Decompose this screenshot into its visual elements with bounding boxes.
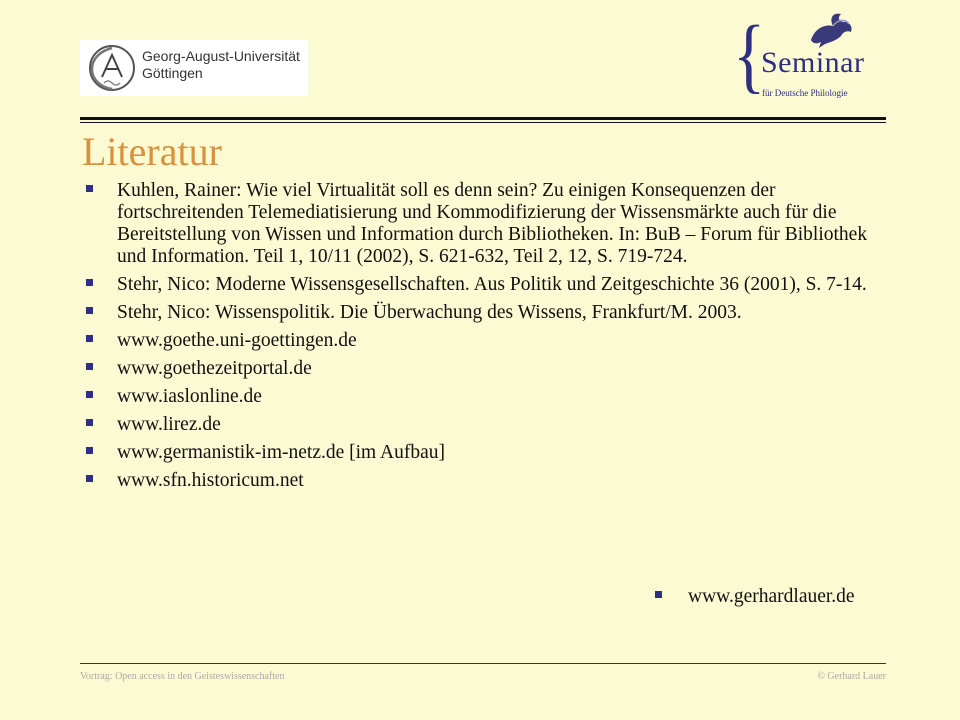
griffin-icon [803, 10, 857, 50]
header-divider-thin [80, 122, 886, 123]
bullet-square-icon [86, 279, 93, 286]
list-item-text: Stehr, Nico: Wissenspolitik. Die Überwachung des Wissens, Frankfurt/M. 2003. [117, 302, 742, 323]
footer-copyright: © Gerhard Lauer [817, 671, 886, 682]
list-item [86, 386, 876, 408]
list-item-text: Stehr, Nico: Moderne Wissensgesellschaften. Aus Politik und Zeitgeschichte 36 (2001), S. 7-14. [117, 274, 867, 295]
bullet-square-icon [86, 335, 93, 342]
bullet-square-icon [86, 185, 93, 192]
literature-list [86, 180, 876, 498]
seminar-title: Seminar [761, 46, 865, 79]
link-gerhardlauer[interactable]: www.gerhardlauer.de [688, 586, 855, 607]
bullet-square-icon [86, 363, 93, 370]
link-iaslonline[interactable]: www.iaslonline.de [117, 386, 262, 407]
seminar-logo [725, 10, 895, 108]
list-item [86, 442, 876, 464]
link-goethezeitportal[interactable]: www.goethezeitportal.de [117, 358, 312, 379]
university-name-line1: Georg-August-Universität [142, 48, 300, 64]
list-item [86, 358, 876, 380]
footer-talk-title: Vortrag: Open access in den Geisteswissenschaften [80, 671, 285, 682]
link-lirez[interactable]: www.lirez.de [117, 414, 221, 435]
link-sfn-historicum[interactable]: www.sfn.historicum.net [117, 470, 304, 491]
footer-divider [80, 663, 886, 664]
link-goethe-uni-goettingen[interactable]: www.goethe.uni-goettingen.de [117, 330, 357, 351]
bullet-square-icon [86, 475, 93, 482]
list-item [86, 470, 876, 492]
university-emblem-icon [82, 43, 142, 93]
list-item [86, 330, 876, 352]
list-item [86, 302, 876, 324]
list-item [86, 180, 876, 268]
university-name-line2: Göttingen [142, 65, 203, 81]
list-item [86, 414, 876, 436]
bullet-square-icon [86, 447, 93, 454]
link-germanistik-im-netz[interactable]: www.germanistik-im-netz.de [im Aufbau] [117, 442, 445, 463]
bullet-square-icon [655, 591, 662, 598]
list-item-text: Kuhlen, Rainer: Wie viel Virtualität soll es denn sein? Zu einigen Konsequenzen der fortschreitenden Telemediatisierung und Kommodifizierung der Wissensmärkte auch für die Bereitstellung von Wissen und Information durch Bibliotheken. In: BuB – Forum für Bibliothek und Information. Teil 1, 10/11 (2002), S. 621-632, Teil 2, 12, S. 719-724. [117, 180, 868, 267]
bullet-square-icon [86, 391, 93, 398]
university-logo [80, 40, 308, 96]
header-divider [80, 117, 886, 120]
seminar-brace: { [733, 9, 766, 102]
list-item [86, 274, 876, 296]
list-item-gerhardlauer [655, 586, 855, 608]
university-name [142, 48, 300, 82]
seminar-subtitle: für Deutsche Philologie [762, 88, 848, 98]
bullet-square-icon [86, 307, 93, 314]
page-title: Literatur [82, 129, 222, 174]
bullet-square-icon [86, 419, 93, 426]
